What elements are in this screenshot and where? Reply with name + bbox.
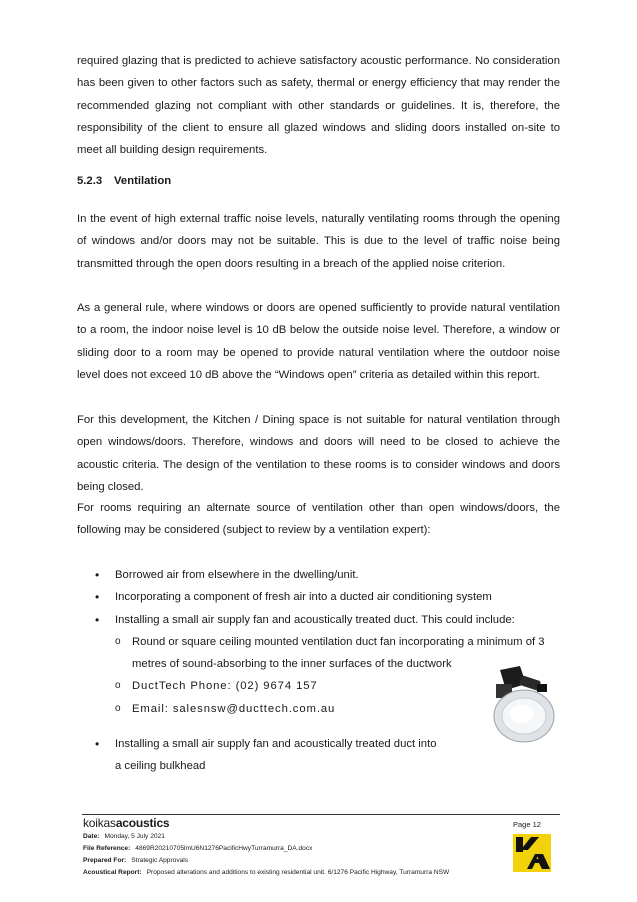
- report-value: Proposed alterations and additions to existing residential unit. 6/1276 Pacific Highway, Turramurra NSW: [146, 869, 450, 876]
- sub-list-item: o DuctTech Phone: (02) 9674 157: [115, 675, 560, 697]
- section-title: Ventilation: [114, 175, 172, 187]
- page-number: Page 12: [513, 820, 541, 829]
- paragraph-traffic-noise: In the event of high external traffic noise levels, naturally ventilating rooms through the opening of windows and/or doors may not be suitable. This is due to the level of traffic noise being transmitted through the open doors resulting in a breach of the applied noise criterion.: [77, 213, 560, 270]
- company-logo-icon: [513, 834, 551, 872]
- prepared-label: Prepared For:: [83, 857, 127, 864]
- fileref-label: File Reference:: [83, 845, 131, 852]
- list-item-text: Installing a small air supply fan and acoustically treated duct. This could include:: [115, 613, 515, 626]
- footer-divider: [82, 814, 560, 815]
- brand-bold: acoustics: [115, 816, 170, 830]
- section-heading: [77, 175, 171, 187]
- fileref-value: 4869R20210705lmU6N1276PacificHwyTurramurra_DA.docx: [135, 845, 313, 852]
- date-label: Date:: [83, 833, 100, 840]
- sub-list-item: o Round or square ceiling mounted ventilation duct fan incorporating a minimum of 3 metres of sound-absorbing to the inner surfaces of the ductwork: [115, 631, 552, 676]
- footer-file-reference: [83, 845, 312, 853]
- section-number: 5.2.3: [77, 175, 103, 187]
- ceiling-fan-image: [486, 664, 556, 746]
- footer-prepared-for: [83, 857, 188, 865]
- paragraph-glazing: required glazing that is predicted to achieve satisfactory acoustic performance. No consideration has been given to other factors such as safety, thermal or energy efficiency that may render the recommended glazing not compliant with other standards or guidelines. It is, therefore, the responsibility of the client to ensure all glazed windows and sliding doors installed on-site to meet all building design requirements.: [77, 55, 560, 157]
- sub-list-item: o Email: salesnsw@ducttech.com.au: [115, 698, 560, 720]
- paragraph-alternate-source: For rooms requiring an alternate source of ventilation other than open windows/doors, the following may be considered (subject to review by a ventilation expert):: [77, 502, 560, 537]
- company-brand: [83, 816, 169, 830]
- footer-report: [83, 869, 449, 877]
- list-item: • Incorporating a component of fresh air into a ducted air conditioning system: [77, 586, 560, 608]
- brand-light: koikas: [83, 816, 116, 830]
- paragraph-general-rule: As a general rule, where windows or doors are opened sufficiently to provide natural ventilation to a room, the indoor noise level is 10 dB below the outside noise level. Therefore, a window or sliding door to a room may be opened to provide natural ventilation where the outdoor noise level does not exceed 10 dB above the “Windows open” criteria as detailed within this report.: [77, 302, 560, 381]
- footer-date: [83, 833, 165, 841]
- date-value: Monday, 5 July 2021: [104, 833, 165, 840]
- report-label: Acoustical Report:: [83, 869, 142, 876]
- prepared-value: Strategic Approvals: [131, 857, 189, 864]
- list-item: • Installing a small air supply fan and acoustically treated duct into a ceiling bulkhead: [77, 733, 445, 778]
- paragraph-development: For this development, the Kitchen / Dining space is not suitable for natural ventilation through open windows/doors. Therefore, windows and doors will need to be closed to achieve the acoustic criteria. The design of the ventilation to these rooms is to consider windows and doors being closed.: [77, 414, 560, 493]
- list-item: • Borrowed air from elsewhere in the dwelling/unit.: [77, 564, 560, 586]
